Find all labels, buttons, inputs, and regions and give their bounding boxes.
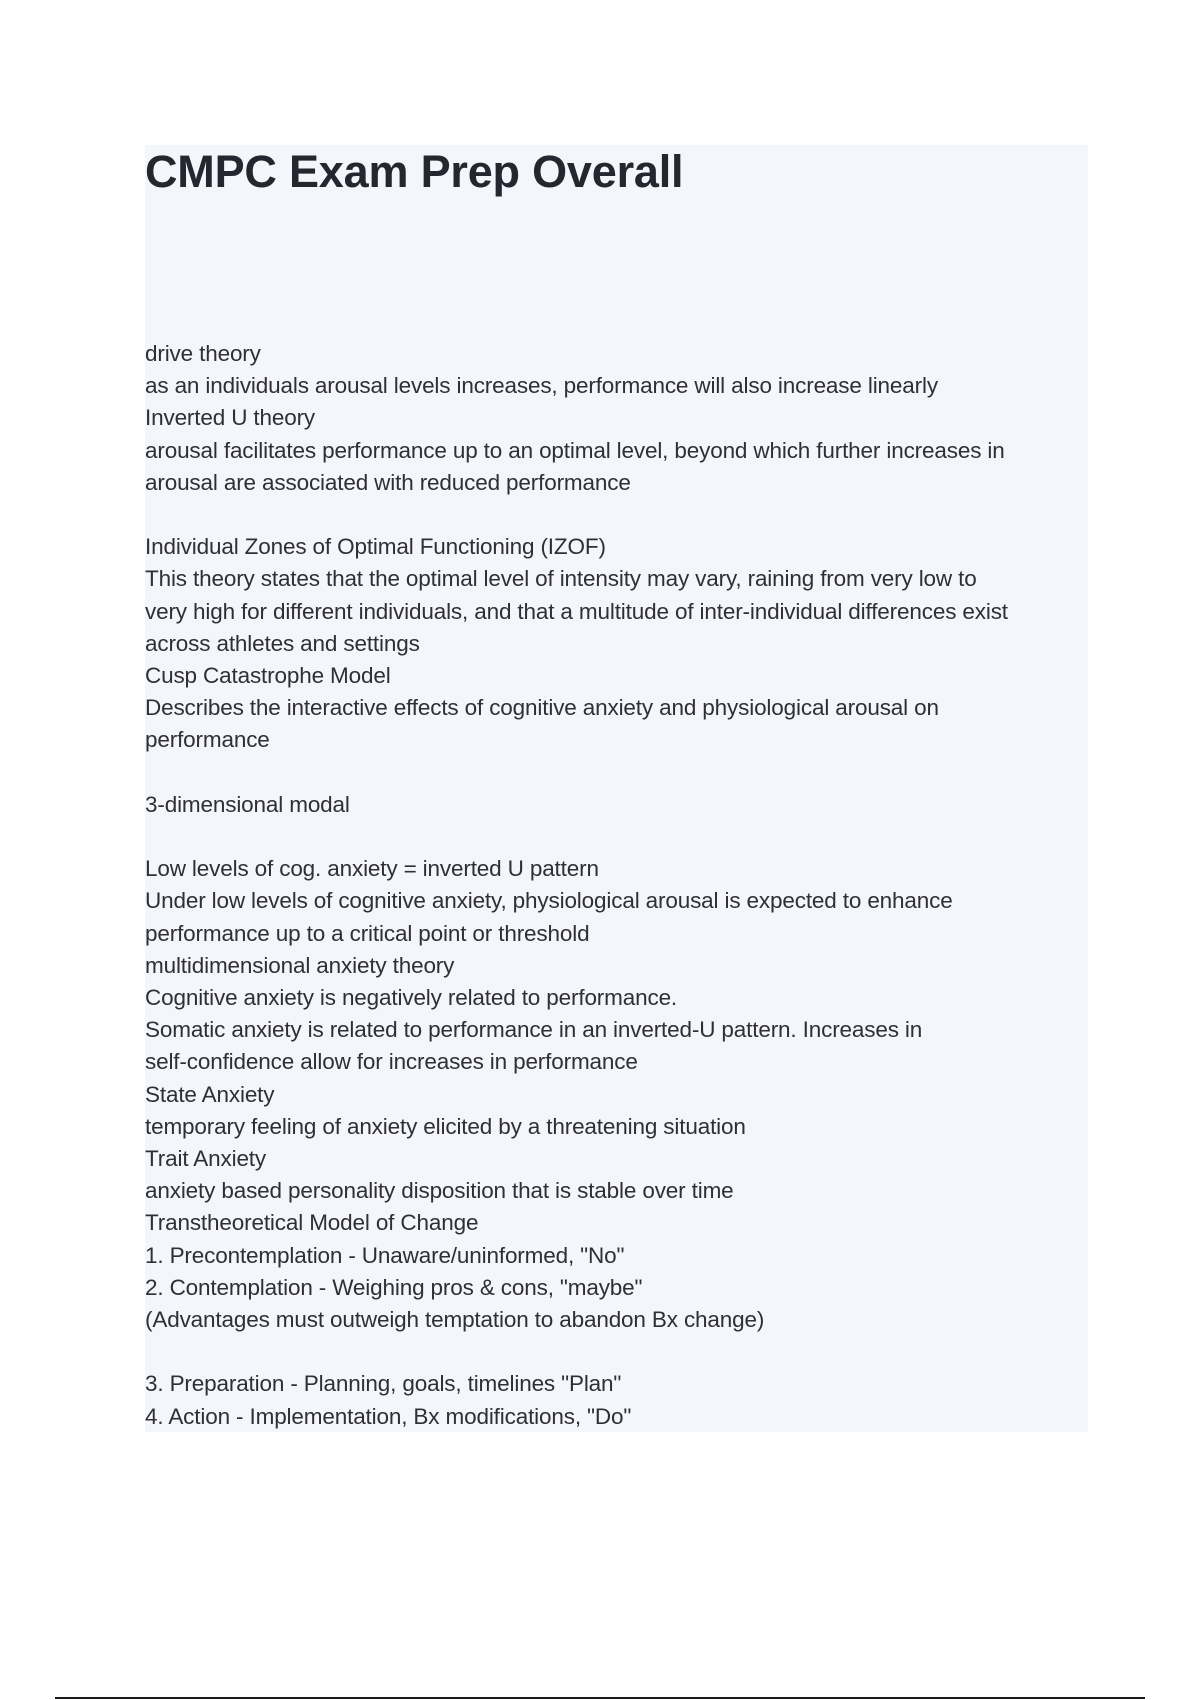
body-line: 2. Contemplation - Weighing pros & cons, "maybe" [145,1274,643,1300]
footer-divider [55,1697,1145,1699]
body-line: 4. Action - Implementation, Bx modifications, "Do" [145,1403,632,1429]
blank-line [145,757,1095,789]
body-line: performance [145,727,270,753]
document-title: CMPC Exam Prep Overall [145,146,684,197]
blank-line [145,499,1095,531]
body-line: anxiety based personality disposition that is stable over time [145,1178,734,1204]
body-line: Trait Anxiety [145,1146,267,1172]
body-line: Transtheoretical Model of Change [145,1210,479,1236]
body-line: performance up to a critical point or threshold [145,920,590,946]
body-line: arousal facilitates performance up to an optimal level, beyond which further increases in [145,437,1005,463]
body-line: drive theory [145,341,261,366]
body-line: very high for different individuals, and that a multitude of inter-individual differences exist [145,598,1008,624]
body-line: self-confidence allow for increases in performance [145,1049,638,1075]
document-body [145,338,1095,1433]
body-line: Cusp Catastrophe Model [145,663,391,689]
body-line: as an individuals arousal levels increases, performance will also increase linearly [145,373,938,399]
blank-line [145,1336,1095,1368]
body-line: Somatic anxiety is related to performance in an inverted-U pattern. Increases in [145,1017,923,1043]
body-line: (Advantages must outweigh temptation to abandon Bx change) [145,1307,765,1333]
blank-line [145,821,1095,853]
body-line: Individual Zones of Optimal Functioning (IZOF) [145,534,606,560]
body-line: Inverted U theory [145,405,316,431]
body-line: temporary feeling of anxiety elicited by a threatening situation [145,1113,746,1139]
body-line: Low levels of cog. anxiety = inverted U pattern [145,856,599,882]
body-line: Cognitive anxiety is negatively related to performance. [145,985,678,1011]
body-line: 3. Preparation - Planning, goals, timelines "Plan" [145,1371,622,1397]
body-line: arousal are associated with reduced performance [145,469,631,495]
body-line: multidimensional anxiety theory [145,952,455,978]
body-line: 1. Precontemplation - Unaware/uninformed, "No" [145,1242,625,1268]
body-line: This theory states that the optimal level of intensity may vary, raining from very low to [145,566,977,592]
body-line: Under low levels of cognitive anxiety, physiological arousal is expected to enhance [145,888,953,914]
body-line: Describes the interactive effects of cognitive anxiety and physiological arousal on [145,695,939,721]
body-line: State Anxiety [145,1081,275,1107]
body-line: across athletes and settings [145,630,420,656]
body-line: 3-dimensional modal [145,791,350,817]
